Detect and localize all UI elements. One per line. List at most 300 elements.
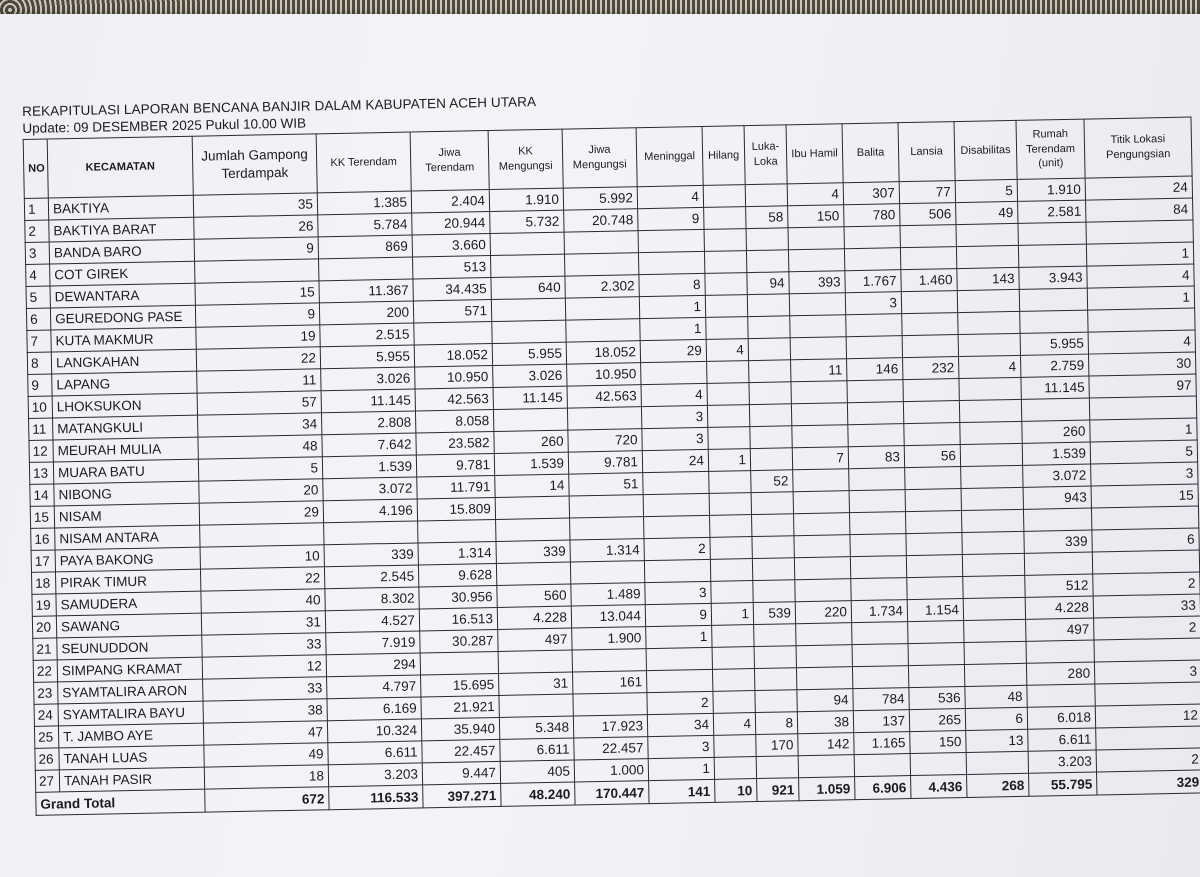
value-cell bbox=[643, 493, 709, 516]
value-cell bbox=[794, 557, 850, 580]
value-cell: 8 bbox=[755, 712, 797, 735]
value-cell: 94 bbox=[797, 689, 853, 712]
value-cell bbox=[714, 757, 756, 780]
value-cell bbox=[905, 489, 961, 512]
value-cell bbox=[646, 669, 712, 692]
value-cell bbox=[1021, 398, 1089, 421]
value-cell: 77 bbox=[899, 181, 955, 204]
value-cell bbox=[958, 333, 1020, 356]
value-cell bbox=[496, 562, 570, 585]
value-cell: 1 bbox=[1087, 286, 1194, 310]
value-cell: 34.435 bbox=[413, 278, 491, 301]
value-cell bbox=[854, 754, 910, 777]
value-cell: 4.228 bbox=[1025, 596, 1093, 619]
value-cell bbox=[962, 553, 1024, 576]
value-cell bbox=[712, 625, 754, 648]
value-cell: 26 bbox=[194, 215, 318, 239]
value-cell: 35.940 bbox=[421, 717, 499, 740]
value-cell: 20 bbox=[199, 479, 323, 503]
value-cell: 1.314 bbox=[570, 539, 644, 562]
value-cell: 29 bbox=[199, 501, 323, 525]
value-cell bbox=[958, 311, 1020, 334]
value-cell bbox=[963, 575, 1025, 598]
value-cell bbox=[960, 443, 1022, 466]
value-cell: 33 bbox=[1093, 594, 1200, 618]
total-cell: 141 bbox=[649, 779, 715, 803]
value-cell: 42.563 bbox=[567, 385, 641, 408]
total-cell: 6.906 bbox=[855, 776, 911, 800]
kecamatan-cell: NISAM bbox=[54, 503, 199, 528]
value-cell: 6 bbox=[965, 707, 1027, 730]
kecamatan-cell: BAKTIYA bbox=[48, 195, 193, 220]
value-cell: 6 bbox=[1092, 528, 1199, 552]
value-cell: 220 bbox=[795, 601, 851, 624]
value-cell: 20.748 bbox=[564, 209, 638, 232]
value-cell bbox=[710, 559, 752, 582]
value-cell: 9 bbox=[195, 303, 319, 327]
value-cell bbox=[851, 578, 907, 601]
value-cell bbox=[490, 254, 564, 277]
value-cell bbox=[704, 229, 746, 252]
row-number-cell: 25 bbox=[34, 726, 58, 748]
value-cell bbox=[705, 295, 747, 318]
value-cell bbox=[908, 665, 964, 688]
value-cell: 5.955 bbox=[492, 342, 566, 365]
kecamatan-cell: NIBONG bbox=[54, 481, 199, 506]
row-number-cell: 6 bbox=[26, 308, 50, 330]
value-cell: 5.955 bbox=[320, 345, 414, 369]
value-cell bbox=[902, 335, 958, 358]
value-cell: 339 bbox=[324, 543, 418, 567]
value-cell: 4.527 bbox=[325, 609, 419, 633]
value-cell: 784 bbox=[853, 688, 909, 711]
value-cell: 3.660 bbox=[412, 234, 490, 257]
value-cell bbox=[966, 751, 1028, 774]
value-cell: 1.767 bbox=[845, 270, 901, 293]
value-cell: 35 bbox=[193, 193, 317, 217]
row-number-cell: 27 bbox=[35, 770, 59, 792]
value-cell: 15.695 bbox=[421, 673, 499, 696]
value-cell bbox=[319, 257, 413, 281]
value-cell bbox=[753, 580, 795, 603]
value-cell: 31 bbox=[201, 611, 325, 635]
value-cell bbox=[959, 399, 1021, 422]
value-cell bbox=[1094, 638, 1200, 662]
value-cell: 34 bbox=[647, 713, 713, 736]
value-cell: 1.734 bbox=[851, 600, 907, 623]
value-cell: 1 bbox=[639, 295, 705, 318]
value-cell: 5.992 bbox=[563, 187, 637, 210]
total-cell: 1.059 bbox=[799, 777, 855, 801]
value-cell: 17.923 bbox=[573, 715, 647, 738]
value-cell bbox=[792, 425, 848, 448]
row-number-cell: 20 bbox=[32, 616, 56, 638]
value-cell: 3 bbox=[845, 292, 901, 315]
value-cell bbox=[796, 623, 852, 646]
paper-sheet bbox=[0, 14, 1200, 877]
value-cell: 137 bbox=[853, 710, 909, 733]
value-cell: 20.944 bbox=[412, 212, 490, 235]
value-cell bbox=[847, 402, 903, 425]
value-cell bbox=[754, 668, 796, 691]
value-cell: 6.018 bbox=[1027, 706, 1095, 729]
value-cell: 1.539 bbox=[322, 455, 416, 479]
header-cell: KK Terendam bbox=[316, 132, 411, 193]
value-cell: 1.165 bbox=[854, 732, 910, 755]
header-cell: Jumlah Gampong Terdampak bbox=[192, 134, 317, 195]
row-number-cell: 2 bbox=[25, 220, 49, 242]
value-cell: 294 bbox=[326, 653, 420, 677]
value-cell: 260 bbox=[494, 430, 568, 453]
value-cell: 2 bbox=[1093, 572, 1200, 596]
value-cell bbox=[750, 426, 792, 449]
value-cell: 9.628 bbox=[418, 563, 496, 586]
value-cell: 150 bbox=[788, 205, 844, 228]
value-cell bbox=[638, 251, 704, 274]
total-cell: 329 bbox=[1097, 770, 1200, 795]
value-cell: 232 bbox=[903, 357, 959, 380]
kecamatan-cell: LANGKAHAN bbox=[51, 349, 196, 374]
value-cell: 2 bbox=[1094, 616, 1200, 640]
value-cell: 9.447 bbox=[422, 761, 500, 784]
value-cell: 10.324 bbox=[327, 719, 421, 743]
header-cell: Lansia bbox=[898, 122, 955, 182]
value-cell bbox=[644, 515, 710, 538]
value-cell: 780 bbox=[844, 204, 900, 227]
value-cell bbox=[748, 316, 790, 339]
disaster-table bbox=[23, 117, 1200, 816]
value-cell bbox=[789, 293, 845, 316]
value-cell bbox=[754, 646, 796, 669]
value-cell bbox=[643, 471, 709, 494]
value-cell: 18.052 bbox=[414, 344, 492, 367]
value-cell: 1 bbox=[711, 603, 753, 626]
value-cell: 3 bbox=[642, 427, 708, 450]
value-cell: 280 bbox=[1026, 662, 1094, 685]
value-cell: 5 bbox=[955, 179, 1017, 202]
kecamatan-cell: LHOKSUKON bbox=[52, 393, 197, 418]
value-cell: 3.072 bbox=[1023, 464, 1091, 487]
value-cell: 2.545 bbox=[324, 565, 418, 589]
value-cell bbox=[795, 579, 851, 602]
value-cell bbox=[852, 644, 908, 667]
value-cell: 49 bbox=[956, 201, 1018, 224]
value-cell bbox=[564, 253, 638, 276]
value-cell: 5 bbox=[198, 457, 322, 481]
value-cell: 1 bbox=[646, 625, 712, 648]
row-number-cell: 3 bbox=[25, 242, 49, 264]
row-number-cell: 26 bbox=[35, 748, 59, 770]
value-cell bbox=[906, 533, 962, 556]
value-cell: 11.791 bbox=[417, 475, 495, 498]
value-cell bbox=[1023, 508, 1091, 531]
value-cell bbox=[844, 226, 900, 249]
row-number-cell: 18 bbox=[31, 572, 55, 594]
value-cell bbox=[1095, 682, 1200, 706]
value-cell: 1 bbox=[640, 317, 706, 340]
value-cell: 3.203 bbox=[1028, 750, 1096, 773]
value-cell: 34 bbox=[198, 413, 322, 437]
value-cell bbox=[1027, 684, 1095, 707]
value-cell: 9 bbox=[638, 207, 704, 230]
row-number-cell: 4 bbox=[26, 264, 50, 286]
report-title: REKAPITULASI LAPORAN BENCANA BANJIR DALAM KABUPATEN ACEH UTARA bbox=[22, 94, 537, 119]
value-cell: 4 bbox=[706, 339, 748, 362]
value-cell bbox=[961, 465, 1023, 488]
value-cell: 94 bbox=[747, 272, 789, 295]
value-cell: 9 bbox=[645, 603, 711, 626]
value-cell: 3.072 bbox=[323, 477, 417, 501]
value-cell bbox=[747, 294, 789, 317]
value-cell: 12 bbox=[202, 655, 326, 679]
value-cell: 1.489 bbox=[571, 583, 645, 606]
value-cell bbox=[796, 667, 852, 690]
value-cell bbox=[499, 694, 573, 717]
value-cell: 29 bbox=[640, 339, 706, 362]
value-cell bbox=[850, 556, 906, 579]
value-cell: 10 bbox=[200, 545, 324, 569]
value-cell bbox=[749, 404, 791, 427]
value-cell: 30.287 bbox=[420, 629, 498, 652]
value-cell bbox=[908, 621, 964, 644]
row-number-cell: 23 bbox=[34, 682, 58, 704]
value-cell: 393 bbox=[789, 271, 845, 294]
value-cell bbox=[956, 245, 1018, 268]
row-number-cell: 14 bbox=[30, 484, 54, 506]
value-cell: 9.781 bbox=[416, 453, 494, 476]
row-number-cell: 8 bbox=[27, 352, 51, 374]
row-number-cell: 11 bbox=[29, 418, 53, 440]
value-cell: 22.457 bbox=[574, 737, 648, 760]
value-cell: 143 bbox=[957, 267, 1019, 290]
value-cell: 640 bbox=[491, 276, 565, 299]
total-cell: 55.795 bbox=[1029, 772, 1097, 796]
header-cell: Meninggal bbox=[636, 126, 703, 186]
value-cell: 8 bbox=[639, 273, 705, 296]
value-cell bbox=[794, 513, 850, 536]
value-cell: 1.539 bbox=[494, 452, 568, 475]
value-cell bbox=[748, 338, 790, 361]
value-cell: 6.169 bbox=[327, 697, 421, 721]
value-cell bbox=[793, 469, 849, 492]
header-cell: Titik Lokasi Pengungsian bbox=[1084, 117, 1192, 178]
value-cell: 8.302 bbox=[325, 587, 419, 611]
value-cell: 48 bbox=[198, 435, 322, 459]
value-cell: 1.460 bbox=[901, 269, 957, 292]
value-cell bbox=[848, 424, 904, 447]
value-cell bbox=[705, 273, 747, 296]
header-cell: NO bbox=[23, 139, 48, 198]
value-cell: 536 bbox=[909, 687, 965, 710]
total-cell: 921 bbox=[757, 778, 799, 802]
value-cell: 23.582 bbox=[416, 432, 494, 455]
row-number-cell: 9 bbox=[28, 374, 52, 396]
value-cell: 10.950 bbox=[567, 363, 641, 386]
value-cell bbox=[964, 619, 1026, 642]
value-cell bbox=[752, 558, 794, 581]
value-cell bbox=[704, 207, 746, 230]
value-cell bbox=[1024, 552, 1092, 575]
value-cell: 4 bbox=[713, 713, 755, 736]
value-cell: 1.900 bbox=[572, 627, 646, 650]
value-cell: 5 bbox=[1090, 440, 1197, 464]
value-cell bbox=[756, 756, 798, 779]
value-cell: 3 bbox=[1091, 462, 1198, 486]
value-cell: 1.385 bbox=[317, 191, 411, 215]
value-cell bbox=[1088, 308, 1195, 332]
kecamatan-cell: NISAM ANTARA bbox=[55, 525, 200, 550]
kecamatan-cell: MUARA BATU bbox=[53, 459, 198, 484]
value-cell bbox=[641, 361, 707, 384]
value-cell bbox=[1091, 506, 1198, 530]
value-cell: 2 bbox=[647, 691, 713, 714]
value-cell bbox=[566, 319, 640, 342]
value-cell: 571 bbox=[413, 300, 491, 323]
value-cell: 3.943 bbox=[1019, 266, 1087, 289]
row-number-cell: 7 bbox=[27, 330, 51, 352]
value-cell bbox=[644, 559, 710, 582]
value-cell: 1.910 bbox=[1017, 178, 1085, 201]
kecamatan-cell: SYAMTALIRA ARON bbox=[58, 679, 203, 704]
row-number-cell: 17 bbox=[31, 550, 55, 572]
value-cell bbox=[907, 577, 963, 600]
value-cell bbox=[791, 403, 847, 426]
value-cell bbox=[791, 381, 847, 404]
value-cell: 33 bbox=[203, 677, 327, 701]
value-cell bbox=[713, 691, 755, 714]
value-cell bbox=[324, 521, 418, 545]
value-cell: 3 bbox=[645, 581, 711, 604]
value-cell bbox=[746, 250, 788, 273]
value-cell: 720 bbox=[568, 429, 642, 452]
value-cell bbox=[752, 536, 794, 559]
value-cell: 560 bbox=[497, 584, 571, 607]
value-cell bbox=[709, 493, 751, 516]
value-cell bbox=[1020, 310, 1088, 333]
value-cell bbox=[751, 492, 793, 515]
row-number-cell: 24 bbox=[34, 704, 58, 726]
value-cell: 513 bbox=[413, 256, 491, 279]
value-cell bbox=[712, 647, 754, 670]
value-cell bbox=[959, 377, 1021, 400]
value-cell bbox=[707, 383, 749, 406]
value-cell: 24 bbox=[1085, 176, 1192, 200]
value-cell: 3 bbox=[641, 405, 707, 428]
value-cell bbox=[749, 382, 791, 405]
value-cell bbox=[750, 448, 792, 471]
value-cell: 150 bbox=[910, 730, 966, 753]
value-cell: 52 bbox=[751, 470, 793, 493]
value-cell bbox=[844, 248, 900, 271]
value-cell bbox=[852, 622, 908, 645]
value-cell: 4.228 bbox=[497, 606, 571, 629]
total-cell: 268 bbox=[967, 773, 1029, 797]
total-cell: 10 bbox=[715, 779, 757, 803]
row-number-cell: 19 bbox=[32, 594, 56, 616]
value-cell: 142 bbox=[798, 733, 854, 756]
value-cell bbox=[793, 491, 849, 514]
value-cell: 405 bbox=[500, 760, 574, 783]
value-cell: 5.732 bbox=[490, 210, 564, 233]
value-cell: 15.809 bbox=[417, 497, 495, 520]
value-cell: 4.797 bbox=[327, 675, 421, 699]
value-cell: 83 bbox=[848, 446, 904, 469]
value-cell: 4 bbox=[1087, 264, 1194, 288]
value-cell bbox=[490, 232, 564, 255]
kecamatan-cell: SAMUDERA bbox=[56, 591, 201, 616]
value-cell bbox=[910, 752, 966, 775]
value-cell: 869 bbox=[318, 235, 412, 259]
kecamatan-cell: PAYA BAKONG bbox=[55, 547, 200, 572]
value-cell: 1 bbox=[1086, 242, 1193, 266]
value-cell: 38 bbox=[797, 711, 853, 734]
header-cell: KK Mengungsi bbox=[488, 129, 563, 189]
value-cell bbox=[493, 408, 567, 431]
value-cell: 24 bbox=[642, 449, 708, 472]
value-cell bbox=[906, 555, 962, 578]
value-cell bbox=[788, 249, 844, 272]
value-cell: 42.563 bbox=[415, 388, 493, 411]
kecamatan-cell: SYAMTALIRA BAYU bbox=[58, 701, 203, 726]
value-cell: 16.513 bbox=[419, 607, 497, 630]
row-number-cell: 16 bbox=[31, 528, 55, 550]
value-cell: 33 bbox=[202, 633, 326, 657]
value-cell bbox=[790, 337, 846, 360]
value-cell bbox=[960, 421, 1022, 444]
kecamatan-cell: TANAH LUAS bbox=[59, 745, 204, 770]
value-cell: 11.145 bbox=[493, 386, 567, 409]
value-cell bbox=[570, 561, 644, 584]
header-cell: Ibu Hamil bbox=[786, 124, 843, 184]
value-cell bbox=[904, 423, 960, 446]
value-cell bbox=[849, 468, 905, 491]
value-cell: 7.642 bbox=[322, 433, 416, 457]
value-cell: 539 bbox=[753, 602, 795, 625]
value-cell bbox=[567, 407, 641, 430]
header-cell: Jiwa Mengungsi bbox=[562, 128, 637, 188]
value-cell: 4 bbox=[787, 183, 843, 206]
value-cell bbox=[900, 225, 956, 248]
header-cell: Hilang bbox=[702, 126, 745, 186]
value-cell bbox=[850, 534, 906, 557]
value-cell: 11.145 bbox=[321, 389, 415, 413]
value-cell bbox=[418, 519, 496, 542]
row-number-cell: 12 bbox=[29, 440, 53, 462]
value-cell: 1 bbox=[1090, 418, 1197, 442]
value-cell bbox=[902, 313, 958, 336]
value-cell: 11.145 bbox=[1021, 376, 1089, 399]
value-cell bbox=[564, 231, 638, 254]
value-cell: 51 bbox=[569, 473, 643, 496]
value-cell: 13.044 bbox=[571, 605, 645, 628]
value-cell bbox=[638, 229, 704, 252]
value-cell bbox=[962, 531, 1024, 554]
value-cell bbox=[498, 650, 572, 673]
header-cell: Rumah Terendam (unit) bbox=[1016, 119, 1085, 179]
row-number-cell: 10 bbox=[28, 396, 52, 418]
value-cell bbox=[903, 401, 959, 424]
value-cell bbox=[796, 645, 852, 668]
value-cell bbox=[1018, 222, 1086, 245]
value-cell bbox=[707, 405, 749, 428]
value-cell: 30 bbox=[1088, 352, 1195, 376]
value-cell bbox=[957, 289, 1019, 312]
kecamatan-cell: COT GIREK bbox=[50, 261, 195, 286]
value-cell bbox=[1018, 244, 1086, 267]
value-cell: 3 bbox=[648, 735, 714, 758]
row-number-cell: 22 bbox=[33, 660, 57, 682]
value-cell: 307 bbox=[843, 182, 899, 205]
